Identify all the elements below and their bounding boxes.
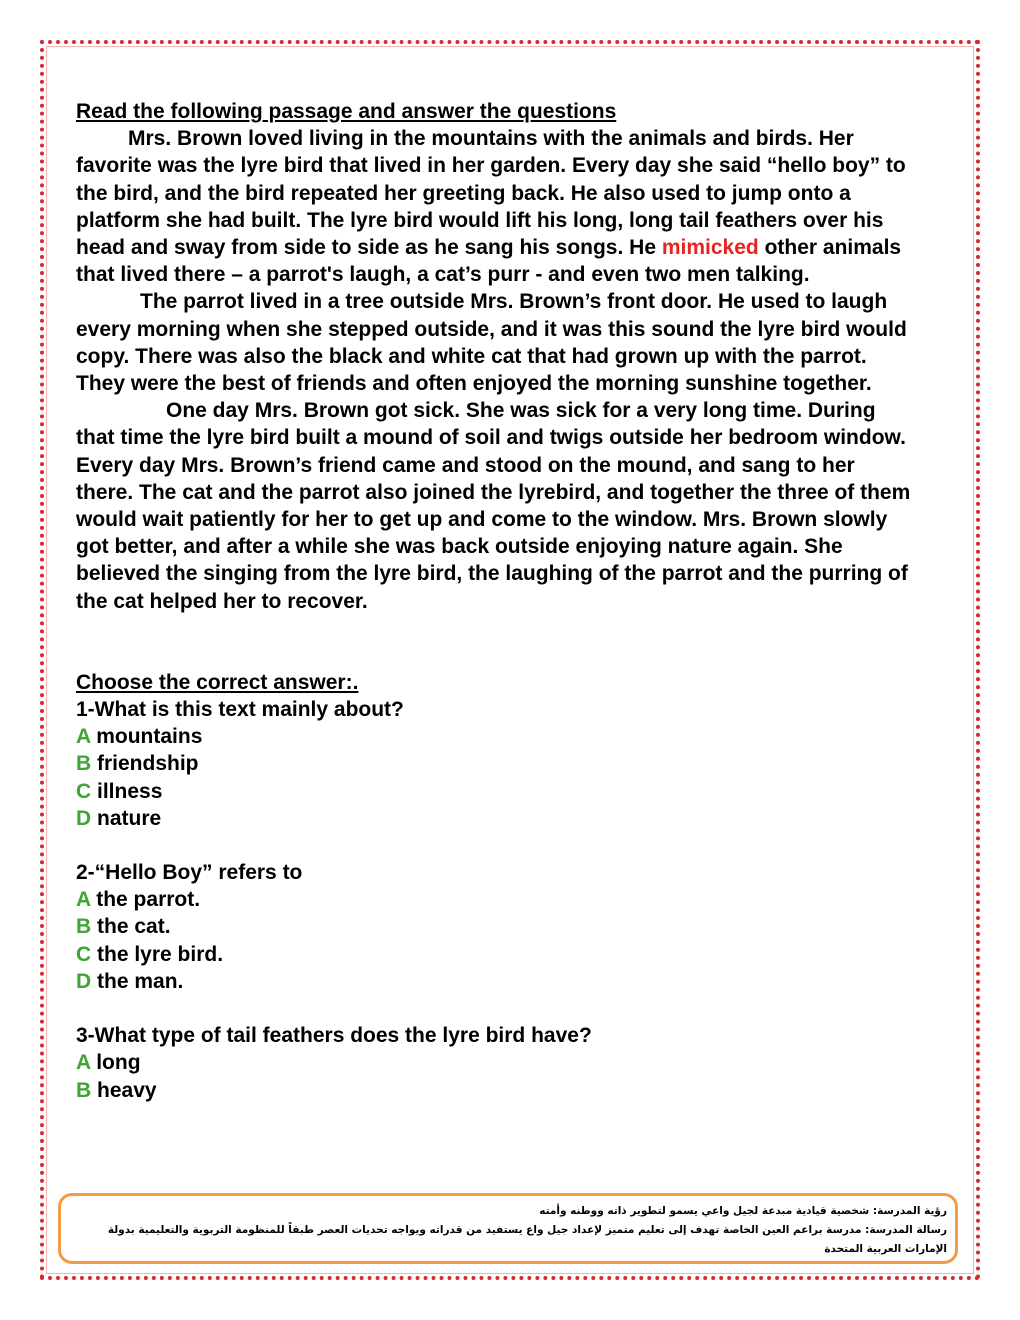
option-text: heavy xyxy=(91,1078,157,1102)
school-footer-box xyxy=(58,1193,958,1264)
option-text: mountains xyxy=(90,725,203,749)
option-text: the cat. xyxy=(91,915,171,939)
answer-option[interactable] xyxy=(76,750,916,777)
passage-paragraph-3: One day Mrs. Brown got sick. She was sick for a very long time. During that time the lyre bird built a mound of soil and twigs outside her bedroom window. Every day Mrs. Brown’s friend came and stood on the mound, and sang to her there. The cat and the parrot also joined the lyrebird, and together the three of them would wait patiently for her to get up and come to the window. Mrs. Brown slowly got better, and after a while she was back outside enjoying nature again. She believed the singing from the lyre bird, the laughing of the parrot and the purring of the cat helped her to recover. xyxy=(76,399,911,613)
quiz-heading: Choose the correct answer:. xyxy=(76,670,359,694)
highlighted-word: mimicked xyxy=(661,236,759,260)
option-letter: B xyxy=(76,752,92,776)
answer-option[interactable] xyxy=(76,723,916,750)
answer-option[interactable] xyxy=(76,1049,916,1076)
option-text: nature xyxy=(91,806,162,830)
answer-option[interactable] xyxy=(76,1077,916,1104)
passage-paragraph-2: The parrot lived in a tree outside Mrs. Brown’s front door. He used to laugh every morning when she stepped outside, and it was this sound the lyre bird would copy. There was also the black and white cat that had grown up with the parrot. They were the best of friends and often enjoyed the morning sunshine together. xyxy=(76,290,907,396)
question-text: 1-What is this text mainly about? xyxy=(76,698,404,722)
option-text: the parrot. xyxy=(90,888,201,912)
option-letter: A xyxy=(76,888,91,912)
option-text: illness xyxy=(91,779,163,803)
option-text: the man. xyxy=(91,969,184,993)
option-letter: D xyxy=(76,969,92,993)
option-text: the lyre bird. xyxy=(91,942,224,966)
question-1 xyxy=(76,696,916,832)
passage-paragraph-1 xyxy=(76,125,916,288)
option-letter: A xyxy=(76,725,91,749)
question-2 xyxy=(76,859,916,995)
question-3 xyxy=(76,1022,916,1104)
paragraph-1-text-end: other animals that lived there – a parrot's laugh, a cat’s purr - and even two men talking. xyxy=(76,236,902,287)
answer-option[interactable] xyxy=(76,941,916,968)
passage-heading: Read the following passage and answer the questions xyxy=(76,100,617,123)
answer-option[interactable] xyxy=(76,805,916,832)
option-letter: B xyxy=(76,1078,92,1102)
option-letter: B xyxy=(76,915,92,939)
worksheet-content xyxy=(76,98,916,1104)
school-vision: رؤية المدرسة: شخصية قيادية مبدعة لجيل واعي يسمو لتطوير ذاته ووطنه وأمته xyxy=(539,1205,947,1217)
option-letter: C xyxy=(76,779,92,803)
answer-option[interactable] xyxy=(76,913,916,940)
school-mission: رسالة المدرسة: مدرسة براعم العين الخاصة تهدف إلى تعليم متميز لإعداد جيل واع يستفيد من قدراته ويواجه تحديات العصر طبقاً للمنظومة التربوية والتعليمية بدولة الإمارات العربية المتحدة xyxy=(107,1224,947,1255)
paragraph-1-text-start: Mrs. Brown loved living in the mountains with the animals and birds. Her favorite was the lyre bird that lived in her garden. Every day she said “hello boy” to the bird, and the bird repeated her greeting back. He also used to jump onto a platform she had built. The lyre bird would lift his long, long tail feathers over his head and sway from side to side as he sang his songs. He xyxy=(76,127,906,260)
option-text: long xyxy=(90,1051,141,1075)
option-letter: C xyxy=(76,942,92,966)
question-text: 3-What type of tail feathers does the lyre bird have? xyxy=(76,1024,592,1048)
answer-option[interactable] xyxy=(76,968,916,995)
answer-option[interactable] xyxy=(76,886,916,913)
option-letter: D xyxy=(76,806,92,830)
answer-option[interactable] xyxy=(76,778,916,805)
option-text: friendship xyxy=(91,752,199,776)
option-letter: A xyxy=(76,1051,91,1075)
question-text: 2-“Hello Boy” refers to xyxy=(76,861,303,885)
